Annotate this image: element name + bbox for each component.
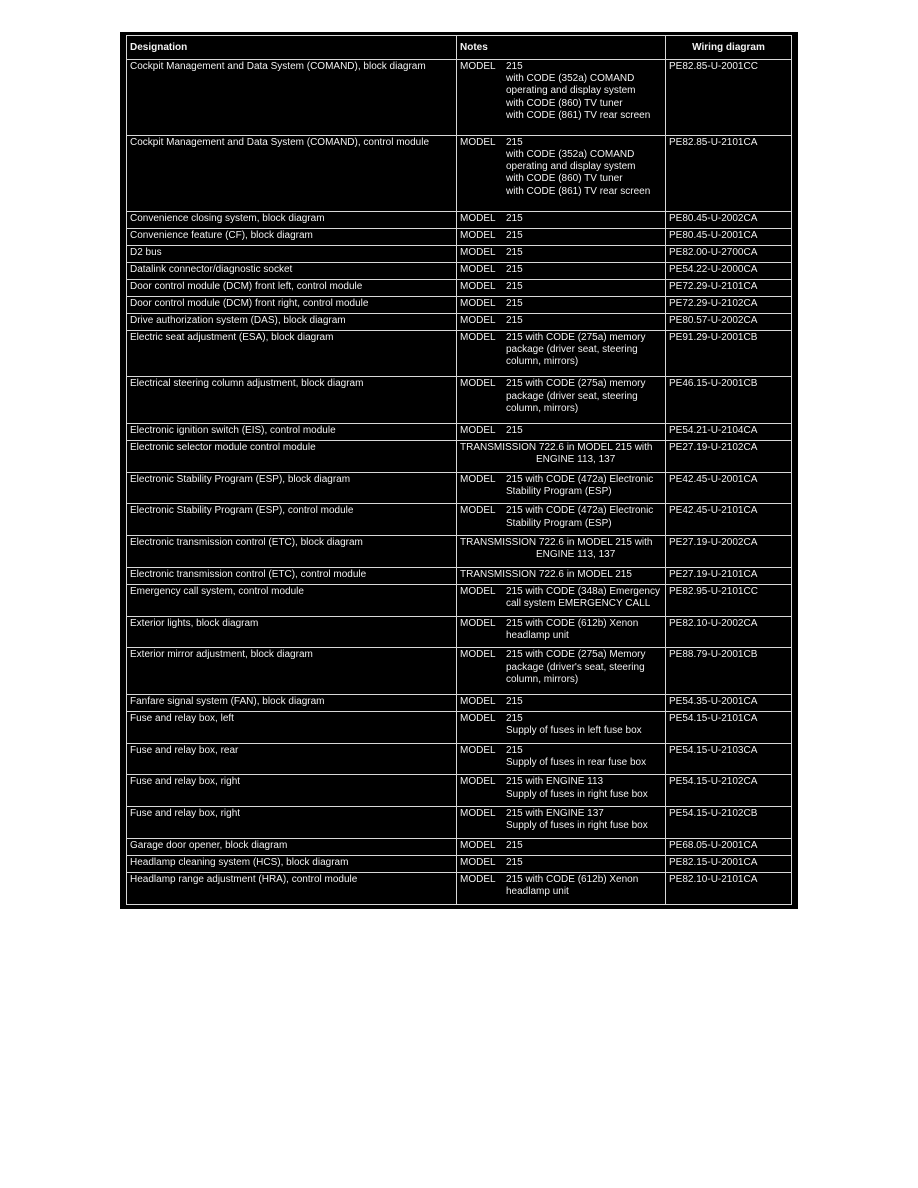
notes-cell <box>457 567 666 584</box>
table-row <box>127 228 792 245</box>
notes-text: 215 <box>506 695 523 707</box>
designation-cell: Cockpit Management and Data System (COMAND), block diagram <box>127 60 457 136</box>
designation-cell: Electrical steering column adjustment, block diagram <box>127 377 457 423</box>
notes-content <box>460 537 662 561</box>
table-row <box>127 584 792 616</box>
notes-content <box>460 298 662 310</box>
notes-prefix: MODEL <box>460 776 496 788</box>
notes-text: 215 with CODE (612b) Xenon headlamp unit <box>506 617 639 641</box>
notes-content <box>460 618 662 642</box>
notes-cell <box>457 423 666 440</box>
wiring-diagram-cell: PE54.15-U-2103CA <box>666 743 792 775</box>
notes-cell <box>457 807 666 839</box>
notes-text: 215 with CODE (275a) Memory package (driver's seat, steering column, mirrors) <box>506 649 646 685</box>
designation-cell: Electronic transmission control (ETC), control module <box>127 567 457 584</box>
table-row <box>127 616 792 648</box>
notes-text: 215 with CODE (472a) Electronic Stability Program (ESP) <box>506 505 654 529</box>
notes-content <box>460 442 662 466</box>
designation-cell: Cockpit Management and Data System (COMAND), control module <box>127 135 457 211</box>
designation-cell: Datalink connector/diagnostic socket <box>127 262 457 279</box>
designation-cell: Garage door opener, block diagram <box>127 838 457 855</box>
notes-content <box>460 315 662 327</box>
notes-cell <box>457 211 666 228</box>
notes-text: 215 with CODE (275a) memory package (driver seat, steering column, mirrors) <box>506 331 646 368</box>
notes-cell <box>457 536 666 568</box>
notes-cell <box>457 711 666 743</box>
notes-cell <box>457 838 666 855</box>
notes-text: 215 Supply of fuses in left fuse box <box>506 712 642 737</box>
notes-line: ENGINE 113, 137 <box>536 454 616 466</box>
table-row <box>127 135 792 211</box>
notes-cell <box>457 616 666 648</box>
wiring-diagram-cell: PE54.15-U-2102CA <box>666 775 792 807</box>
header-designation: Designation <box>127 36 457 60</box>
notes-prefix: MODEL <box>460 856 496 868</box>
notes-prefix: MODEL <box>460 263 496 275</box>
notes-prefix: MODEL <box>460 280 496 292</box>
notes-prefix: MODEL <box>460 297 496 309</box>
wiring-diagram-cell: PE54.21-U-2104CA <box>666 423 792 440</box>
notes-cell <box>457 245 666 262</box>
designation-cell: Exterior mirror adjustment, block diagram <box>127 648 457 694</box>
notes-content <box>460 840 662 852</box>
wiring-diagram-cell: PE72.29-U-2102CA <box>666 296 792 313</box>
notes-prefix: MODEL <box>460 314 496 326</box>
notes-text: 215 <box>506 839 523 851</box>
header-notes: Notes <box>457 36 666 60</box>
notes-prefix: MODEL <box>460 695 496 707</box>
table-row <box>127 743 792 775</box>
notes-prefix: MODEL <box>460 473 496 485</box>
table-row <box>127 211 792 228</box>
wiring-diagram-cell: PE46.15-U-2001CB <box>666 377 792 423</box>
table-row <box>127 296 792 313</box>
table-row <box>127 245 792 262</box>
designation-cell: Fuse and relay box, right <box>127 775 457 807</box>
notes-text <box>460 442 662 466</box>
wiring-diagram-cell: PE54.15-U-2102CB <box>666 807 792 839</box>
wiring-diagram-cell: PE54.35-U-2001CA <box>666 694 792 711</box>
designation-cell: Headlamp cleaning system (HCS), block diagram <box>127 855 457 872</box>
wiring-diagram-cell: PE82.85-U-2101CA <box>666 135 792 211</box>
table-row <box>127 60 792 136</box>
designation-cell: D2 bus <box>127 245 457 262</box>
designation-cell: Headlamp range adjustment (HRA), control module <box>127 873 457 905</box>
notes-text: 215 with ENGINE 137 Supply of fuses in right fuse box <box>506 808 648 832</box>
notes-content <box>460 696 662 708</box>
notes-content <box>460 776 662 800</box>
wiring-diagram-cell: PE27.19-U-2002CA <box>666 536 792 568</box>
table-row <box>127 807 792 839</box>
notes-content <box>460 569 662 581</box>
wiring-diagram-cell: PE42.45-U-2001CA <box>666 472 792 504</box>
notes-content <box>460 505 662 529</box>
wiring-diagram-cell: PE80.45-U-2002CA <box>666 211 792 228</box>
notes-cell <box>457 440 666 472</box>
designation-cell: Electronic ignition switch (EIS), control module <box>127 423 457 440</box>
wiring-diagram-cell: PE54.15-U-2101CA <box>666 711 792 743</box>
notes-cell <box>457 135 666 211</box>
designation-cell: Electronic transmission control (ETC), block diagram <box>127 536 457 568</box>
notes-content <box>460 378 662 415</box>
notes-content <box>460 745 662 769</box>
notes-cell <box>457 472 666 504</box>
notes-text: 215 <box>506 424 523 436</box>
designation-cell: Emergency call system, control module <box>127 584 457 616</box>
notes-text: 215 with ENGINE 113 Supply of fuses in right fuse box <box>506 776 648 800</box>
table-row <box>127 377 792 423</box>
table-row <box>127 536 792 568</box>
notes-cell <box>457 313 666 330</box>
notes-content <box>460 649 662 686</box>
notes-line: TRANSMISSION 722.6 in MODEL 215 with <box>460 537 653 549</box>
designation-cell: Electronic Stability Program (ESP), block diagram <box>127 472 457 504</box>
notes-content <box>460 874 662 898</box>
notes-text: 215 <box>506 263 523 275</box>
table-row <box>127 838 792 855</box>
table-header-row <box>127 36 792 60</box>
notes-text: 215 <box>506 856 523 868</box>
notes-prefix: MODEL <box>460 808 496 820</box>
notes-text: 215 Supply of fuses in rear fuse box <box>506 744 647 768</box>
designation-cell: Convenience closing system, block diagram <box>127 211 457 228</box>
designation-cell: Fuse and relay box, rear <box>127 743 457 775</box>
notes-prefix: MODEL <box>460 212 496 224</box>
table-row <box>127 279 792 296</box>
notes-prefix: MODEL <box>460 424 496 436</box>
notes-cell <box>457 775 666 807</box>
notes-content <box>460 230 662 242</box>
wiring-diagram-table-panel <box>120 32 798 909</box>
wiring-diagram-cell: PE80.45-U-2001CA <box>666 228 792 245</box>
notes-prefix: MODEL <box>460 649 496 661</box>
wiring-diagram-table <box>126 35 792 905</box>
notes-cell <box>457 504 666 536</box>
notes-content <box>460 264 662 276</box>
designation-cell: Door control module (DCM) front right, control module <box>127 296 457 313</box>
notes-cell <box>457 377 666 423</box>
notes-text: 215 <box>506 212 523 224</box>
notes-text <box>460 537 662 561</box>
table-row <box>127 873 792 905</box>
notes-prefix: MODEL <box>460 331 496 343</box>
wiring-diagram-cell: PE88.79-U-2001CB <box>666 648 792 694</box>
designation-cell: Door control module (DCM) front left, control module <box>127 279 457 296</box>
notes-prefix: MODEL <box>460 585 496 597</box>
table-row <box>127 694 792 711</box>
designation-cell: Electronic Stability Program (ESP), control module <box>127 504 457 536</box>
notes-text: 215 with CODE (352a) COMAND operating and display system with CODE (860) TV tuner with CODE (861) TV rear screen <box>506 61 651 121</box>
notes-prefix: MODEL <box>460 246 496 258</box>
designation-cell: Fuse and relay box, right <box>127 807 457 839</box>
notes-cell <box>457 262 666 279</box>
table-body <box>127 60 792 905</box>
notes-prefix: MODEL <box>460 712 496 724</box>
wiring-diagram-cell: PE91.29-U-2001CB <box>666 330 792 376</box>
notes-cell <box>457 228 666 245</box>
notes-prefix: MODEL <box>460 505 496 517</box>
table-row <box>127 423 792 440</box>
notes-content <box>460 425 662 437</box>
wiring-diagram-cell: PE72.29-U-2101CA <box>666 279 792 296</box>
table-row <box>127 567 792 584</box>
notes-text: 215 with CODE (348a) Emergency call system EMERGENCY CALL <box>506 585 660 610</box>
notes-text: 215 with CODE (612b) Xenon headlamp unit <box>506 874 639 898</box>
notes-prefix: MODEL <box>460 874 496 886</box>
notes-content <box>460 474 662 498</box>
notes-text: 215 <box>506 229 523 241</box>
designation-cell: Electronic selector module control module <box>127 440 457 472</box>
notes-text: 215 <box>506 246 523 258</box>
notes-prefix: MODEL <box>460 839 496 851</box>
wiring-diagram-cell: PE82.10-U-2002CA <box>666 616 792 648</box>
table-row <box>127 330 792 376</box>
notes-line: ENGINE 113, 137 <box>536 549 616 561</box>
table-row <box>127 775 792 807</box>
designation-cell: Convenience feature (CF), block diagram <box>127 228 457 245</box>
notes-content <box>460 586 662 610</box>
table-row <box>127 262 792 279</box>
table-row <box>127 313 792 330</box>
notes-prefix: MODEL <box>460 136 496 148</box>
notes-cell <box>457 60 666 136</box>
notes-content <box>460 713 662 737</box>
notes-cell <box>457 648 666 694</box>
designation-cell: Drive authorization system (DAS), block diagram <box>127 313 457 330</box>
designation-cell: Exterior lights, block diagram <box>127 616 457 648</box>
notes-prefix: MODEL <box>460 61 496 72</box>
table-row <box>127 504 792 536</box>
notes-text: TRANSMISSION 722.6 in MODEL 215 <box>460 568 632 580</box>
wiring-diagram-cell: PE27.19-U-2101CA <box>666 567 792 584</box>
wiring-diagram-cell: PE82.00-U-2700CA <box>666 245 792 262</box>
notes-cell <box>457 584 666 616</box>
table-row <box>127 855 792 872</box>
table-row <box>127 472 792 504</box>
notes-text: 215 <box>506 314 523 326</box>
notes-content <box>460 247 662 259</box>
notes-text: 215 with CODE (275a) memory package (driver seat, steering column, mirrors) <box>506 378 646 414</box>
designation-cell: Electric seat adjustment (ESA), block diagram <box>127 330 457 376</box>
wiring-diagram-cell: PE82.95-U-2101CC <box>666 584 792 616</box>
wiring-diagram-cell: PE80.57-U-2002CA <box>666 313 792 330</box>
notes-text: 215 <box>506 280 523 292</box>
notes-cell <box>457 873 666 905</box>
notes-content <box>460 281 662 293</box>
notes-text: 215 with CODE (352a) COMAND operating and display system with CODE (860) TV tuner with CODE (861) TV rear screen <box>506 136 651 197</box>
wiring-diagram-cell: PE82.15-U-2001CA <box>666 855 792 872</box>
designation-cell: Fanfare signal system (FAN), block diagram <box>127 694 457 711</box>
notes-prefix: MODEL <box>460 229 496 241</box>
notes-text: 215 with CODE (472a) Electronic Stability Program (ESP) <box>506 473 654 497</box>
notes-cell <box>457 694 666 711</box>
notes-prefix: MODEL <box>460 617 496 629</box>
notes-line: TRANSMISSION 722.6 in MODEL 215 with <box>460 441 653 453</box>
notes-prefix: MODEL <box>460 744 496 756</box>
table-row <box>127 440 792 472</box>
notes-cell <box>457 279 666 296</box>
notes-content <box>460 857 662 869</box>
notes-cell <box>457 743 666 775</box>
notes-content <box>460 61 662 122</box>
notes-prefix: MODEL <box>460 378 496 390</box>
designation-cell: Fuse and relay box, left <box>127 711 457 743</box>
notes-cell <box>457 330 666 376</box>
notes-content <box>460 808 662 832</box>
notes-content <box>460 137 662 198</box>
notes-cell <box>457 296 666 313</box>
wiring-diagram-cell: PE54.22-U-2000CA <box>666 262 792 279</box>
table-row <box>127 648 792 694</box>
notes-text: 215 <box>506 297 523 309</box>
wiring-diagram-cell: PE82.10-U-2101CA <box>666 873 792 905</box>
wiring-diagram-cell: PE42.45-U-2101CA <box>666 504 792 536</box>
table-row <box>127 711 792 743</box>
wiring-diagram-cell: PE82.85-U-2001CC <box>666 60 792 136</box>
wiring-diagram-cell: PE27.19-U-2102CA <box>666 440 792 472</box>
notes-content <box>460 213 662 225</box>
wiring-diagram-cell: PE68.05-U-2001CA <box>666 838 792 855</box>
notes-cell <box>457 855 666 872</box>
header-wiring-diagram: Wiring diagram <box>666 36 792 60</box>
notes-content <box>460 332 662 369</box>
